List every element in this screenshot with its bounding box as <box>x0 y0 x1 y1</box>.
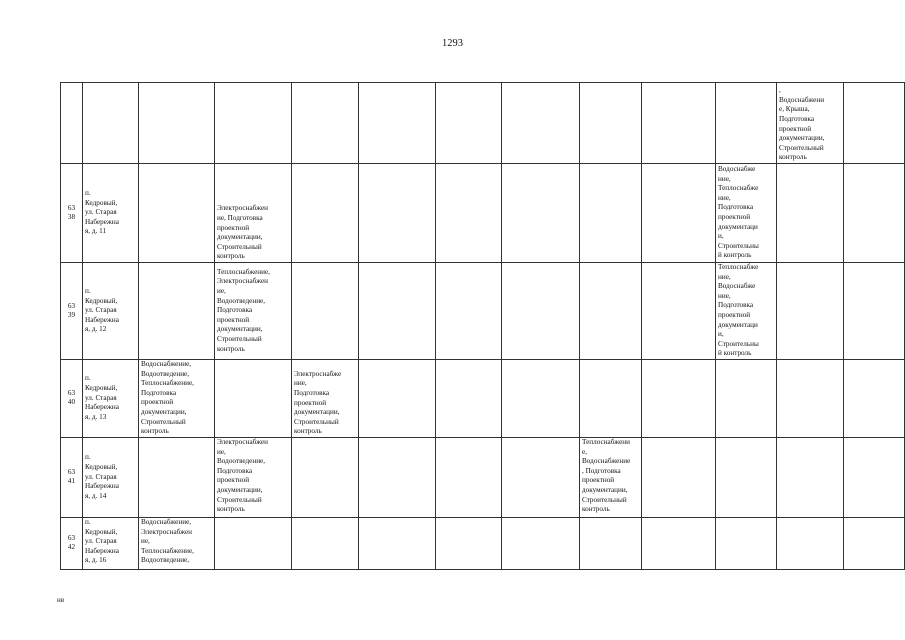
cell-works: Теплоснабжени е, Водоснабжение , Подготовка проектной документации, Строительный контроль <box>580 437 642 517</box>
table-row <box>61 263 905 360</box>
cell-num: 63 39 <box>61 263 83 360</box>
cell-address: п. Кедровый, ул. Старая Набережна я, д. 11 <box>83 164 139 263</box>
cell-works: Водоснабжение, Водоотведение, Теплоснабжение, Подготовка проектной документации, Строительный контроль <box>139 359 215 437</box>
cell-num <box>61 83 83 164</box>
cell-address: п. Кедровый, ул. Старая Набережна я, д. 16 <box>83 517 139 569</box>
cell-address: п. Кедровый, ул. Старая Набережна я, д. 14 <box>83 437 139 517</box>
cell-num: 63 40 <box>61 359 83 437</box>
cell-num: 63 41 <box>61 437 83 517</box>
cell-address: п. Кедровый, ул. Старая Набережна я, д. 13 <box>83 359 139 437</box>
cell-address: п. Кедровый, ул. Старая Набережна я, д. 12 <box>83 263 139 360</box>
table-row <box>61 359 905 437</box>
table-row <box>61 164 905 263</box>
continuation-row <box>61 83 905 164</box>
cell-num: 63 42 <box>61 517 83 569</box>
cell-works: Электроснабжен ие, Водоотведение, Подготовка проектной документации, Строительный контроль <box>215 437 292 517</box>
cell-works: Теплоснабжение, Электроснабжен ие, Водоотведение, Подготовка проектной документации, Строительный контроль <box>215 263 292 360</box>
cell-works <box>777 83 844 164</box>
cell-address <box>83 83 139 164</box>
cell-num: 63 38 <box>61 164 83 263</box>
cell-works: Водоснабжение, Электроснабжен ие, Теплоснабжение, Водоотведение, <box>139 517 215 569</box>
table-row <box>61 517 905 569</box>
footer-mark: нв <box>57 596 65 604</box>
table-row <box>61 437 905 517</box>
cell-works: Электроснабже ние, Подготовка проектной документации, Строительный контроль <box>292 359 359 437</box>
works-text: , Водоснабжени е, Крыша, Подготовка проектной документации, Строительный контроль <box>779 86 825 162</box>
repair-schedule-table <box>60 82 905 570</box>
cell-works: Электроснабжен ие, Подготовка проектной документации, Строительный контроль <box>215 164 292 263</box>
page-number: 1293 <box>442 38 463 49</box>
cell-works: Теплоснабже ние, Водоснабже ние, Подготовка проектной документаци и, Строительны й контроль <box>716 263 777 360</box>
cell-works: Водоснабже ние, Теплоснабже ние, Подготовка проектной документаци и, Строительны й контроль <box>716 164 777 263</box>
